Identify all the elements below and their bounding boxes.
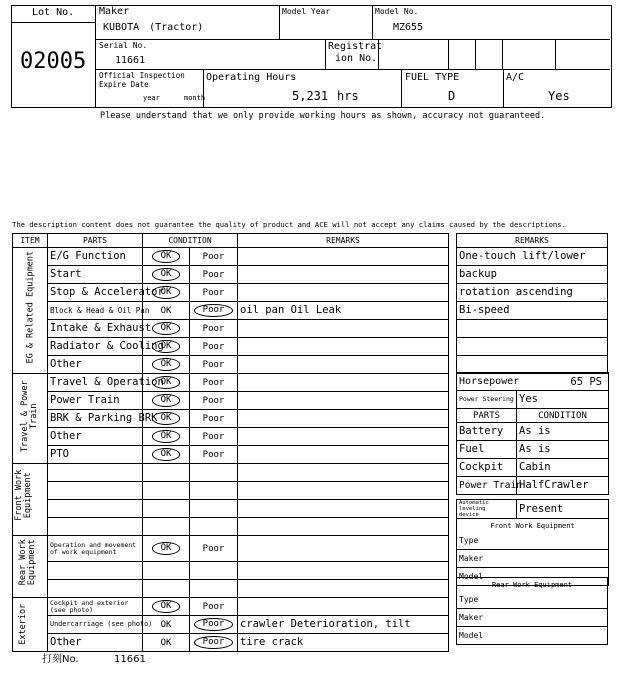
part-name: Radiator & Cooling	[48, 338, 143, 356]
horsepower-value: 65 PS	[570, 376, 602, 388]
ok-option[interactable]: OK	[143, 410, 190, 428]
model-no-label: Model No.	[375, 7, 419, 16]
table-row	[13, 374, 449, 392]
remark-line: One-touch lift/lower	[457, 248, 608, 266]
group-label: Front Work	[13, 469, 24, 521]
hours-value: 5,231	[292, 89, 329, 103]
part-name: Power Train	[48, 392, 143, 410]
table-row	[13, 518, 449, 536]
fuel-type-value: D	[448, 89, 456, 103]
table-row	[13, 634, 449, 652]
part-name: Stop & Accelerator	[48, 284, 143, 302]
hours-accuracy-note: Please understand that we only provide working hours as shown, accuracy not guaranteed.	[100, 111, 546, 121]
remark-cell: oil pan Oil Leak	[238, 302, 449, 320]
table-row	[13, 248, 449, 266]
part-name: Power Train	[457, 477, 517, 495]
remark-cell	[238, 248, 449, 266]
part-name: Cockpit	[457, 459, 517, 477]
stamp-label: 打刻No.	[42, 654, 79, 665]
table-row	[13, 536, 449, 562]
ok-option[interactable]: OK	[143, 374, 190, 392]
ok-option[interactable]: OK	[143, 446, 190, 464]
rear-work-header: Rear Work Equipment	[457, 578, 608, 592]
registration-label: Registrat	[328, 41, 383, 52]
group-label: Rear Work	[17, 539, 28, 586]
ok-option[interactable]: OK	[143, 356, 190, 374]
part-name: Intake & Exhaust	[48, 320, 143, 338]
ok-option[interactable]: OK	[143, 302, 190, 320]
part-name: Start	[48, 266, 143, 284]
remark-cell	[238, 320, 449, 338]
table-row	[13, 320, 449, 338]
poor-option[interactable]: Poor	[190, 266, 238, 284]
group-label: Exterior	[17, 603, 28, 645]
table-row	[13, 446, 449, 464]
part-name: Other	[48, 356, 143, 374]
inspection-label: Official Inspection	[99, 71, 185, 80]
ok-option[interactable]: OK	[143, 616, 190, 634]
poor-option[interactable]: Poor	[190, 284, 238, 302]
rear-work-table	[456, 577, 608, 645]
front-model-label: Model	[457, 568, 609, 586]
remark-cell	[238, 284, 449, 302]
disclaimer: The description content does not guarantee the quality of product and ACE will not accept any claims caused by the descriptions.	[12, 220, 566, 229]
ok-option[interactable]: OK	[143, 248, 190, 266]
rear-maker-label: Maker	[457, 609, 608, 627]
part-name: Undercarriage (see photo)	[48, 616, 143, 634]
specs-table	[456, 372, 609, 495]
ok-option[interactable]: OK	[143, 598, 190, 616]
poor-option[interactable]: Poor	[190, 338, 238, 356]
part-name: Other	[48, 428, 143, 446]
right-remarks-table	[456, 233, 608, 374]
poor-option[interactable]: Poor	[190, 616, 238, 634]
serial-value: 11661	[115, 55, 146, 66]
auto-leveling-value: Present	[517, 500, 609, 519]
poor-option[interactable]: Poor	[190, 634, 238, 652]
part-name: Block & Head & Oil Pan	[48, 302, 143, 320]
part-name: PTO	[48, 446, 143, 464]
remark-line: backup	[457, 266, 608, 284]
hours-unit: hrs	[337, 89, 359, 103]
remark-cell	[238, 374, 449, 392]
parts-col-header: PARTS	[457, 409, 517, 423]
remark-cell	[238, 446, 449, 464]
stamp-value: 11661	[114, 654, 146, 665]
ok-option[interactable]: OK	[143, 428, 190, 446]
horsepower-row	[457, 373, 609, 391]
table-row	[13, 338, 449, 356]
model-no-value: MZ655	[393, 22, 424, 33]
front-maker-label: Maker	[457, 550, 609, 568]
model-year-label: Model Year	[282, 7, 331, 16]
poor-option[interactable]: Poor	[190, 374, 238, 392]
registration-label-2: ion No.	[335, 53, 378, 64]
table-row	[13, 482, 449, 500]
remark-cell	[238, 410, 449, 428]
poor-option[interactable]: Poor	[190, 536, 238, 562]
part-name: E/G Function	[48, 248, 143, 266]
table-row	[13, 598, 449, 616]
ac-label: A/C	[506, 72, 525, 83]
part-name: BRK & Parking BRK	[48, 410, 143, 428]
ok-option[interactable]: OK	[143, 536, 190, 562]
remark-cell	[238, 536, 449, 562]
checklist-header-row	[13, 234, 449, 248]
part-name: Battery	[457, 423, 517, 441]
remark-cell	[238, 428, 449, 446]
inspection-label-2: Expire Date	[99, 80, 149, 89]
power-steering-label: Power Steering	[457, 391, 517, 409]
group-label-2: Equipment	[22, 472, 33, 519]
ok-option[interactable]: OK	[143, 338, 190, 356]
front-work-table	[456, 499, 609, 586]
maker-value: KUBOTA (Tractor)	[103, 22, 204, 33]
poor-option[interactable]: Poor	[190, 428, 238, 446]
part-name: Other	[48, 634, 143, 652]
table-row	[13, 562, 449, 580]
ok-option[interactable]: OK	[143, 284, 190, 302]
part-name: Fuel	[457, 441, 517, 459]
fuel-type-label: FUEL TYPE	[405, 72, 460, 83]
table-row	[13, 302, 449, 320]
group-label: Travel & Power	[19, 380, 30, 453]
table-row	[13, 580, 449, 598]
table-row	[13, 284, 449, 302]
checklist-table	[12, 233, 449, 652]
auto-leveling-label: Automatic leveling device	[457, 500, 517, 519]
year-label: year	[143, 94, 160, 102]
maker-label: Maker	[99, 6, 130, 17]
poor-option[interactable]: Poor	[190, 392, 238, 410]
table-row	[13, 392, 449, 410]
poor-option[interactable]: Poor	[190, 356, 238, 374]
right-remarks-header: REMARKS	[457, 234, 608, 248]
remark-line: rotation ascending	[457, 284, 608, 302]
table-row	[13, 464, 449, 482]
poor-option[interactable]: Poor	[190, 248, 238, 266]
front-work-header: Front Work Equipment	[457, 519, 609, 533]
condition-header: CONDITION	[143, 234, 238, 248]
group-rear-work	[13, 536, 48, 598]
horsepower-label: Horsepower	[459, 376, 520, 387]
part-condition: As is	[517, 441, 609, 459]
remark-line: Bi-speed	[457, 302, 608, 320]
table-row	[13, 356, 449, 374]
group-eg	[13, 248, 48, 374]
table-row	[13, 500, 449, 518]
lot-label: Lot No.	[32, 7, 75, 18]
month-label: month	[184, 94, 206, 102]
table-row	[13, 410, 449, 428]
remark-cell	[238, 356, 449, 374]
front-type-label: Type	[457, 532, 609, 550]
remark-cell	[238, 266, 449, 284]
poor-option[interactable]: Poor	[190, 410, 238, 428]
item-header: ITEM	[13, 234, 48, 248]
remark-cell	[238, 392, 449, 410]
part-condition: As is	[517, 423, 609, 441]
table-row	[13, 428, 449, 446]
group-label-2: Equipment	[26, 539, 37, 586]
ok-option[interactable]: OK	[143, 392, 190, 410]
power-steering-value: Yes	[517, 391, 609, 409]
ok-option[interactable]: OK	[143, 634, 190, 652]
table-row	[13, 616, 449, 634]
remark-cell	[238, 598, 449, 616]
poor-option[interactable]: Poor	[190, 302, 238, 320]
group-travel	[13, 374, 48, 464]
parts-header: PARTS	[48, 234, 143, 248]
lot-number: 02005	[20, 49, 87, 74]
ac-value: Yes	[548, 89, 570, 103]
remark-cell: crawler Deterioration, tilt	[238, 616, 449, 634]
group-label-2: Train	[28, 403, 39, 430]
remark-cell	[238, 338, 449, 356]
serial-label: Serial No.	[99, 41, 148, 50]
rear-type-label: Type	[457, 591, 608, 609]
group-exterior	[13, 598, 48, 652]
part-name: Travel & Operation	[48, 374, 143, 392]
rear-model-label: Model	[457, 627, 608, 645]
table-row	[13, 266, 449, 284]
part-condition: HalfCrawler	[517, 477, 609, 495]
hours-label: Operating Hours	[206, 72, 297, 83]
ok-option[interactable]: OK	[143, 320, 190, 338]
poor-option[interactable]: Poor	[190, 446, 238, 464]
remarks-header: REMARKS	[238, 234, 449, 248]
condition-col-header: CONDITION	[517, 409, 609, 423]
part-name: Cockpit and exterior (see photo)	[48, 598, 143, 616]
poor-option[interactable]: Poor	[190, 320, 238, 338]
part-name: Operation and movement of work equipment	[48, 536, 143, 562]
poor-option[interactable]: Poor	[190, 598, 238, 616]
remark-cell: tire crack	[238, 634, 449, 652]
part-condition: Cabin	[517, 459, 609, 477]
ok-option[interactable]: OK	[143, 266, 190, 284]
group-label: EG & Related Equipment	[25, 250, 36, 364]
